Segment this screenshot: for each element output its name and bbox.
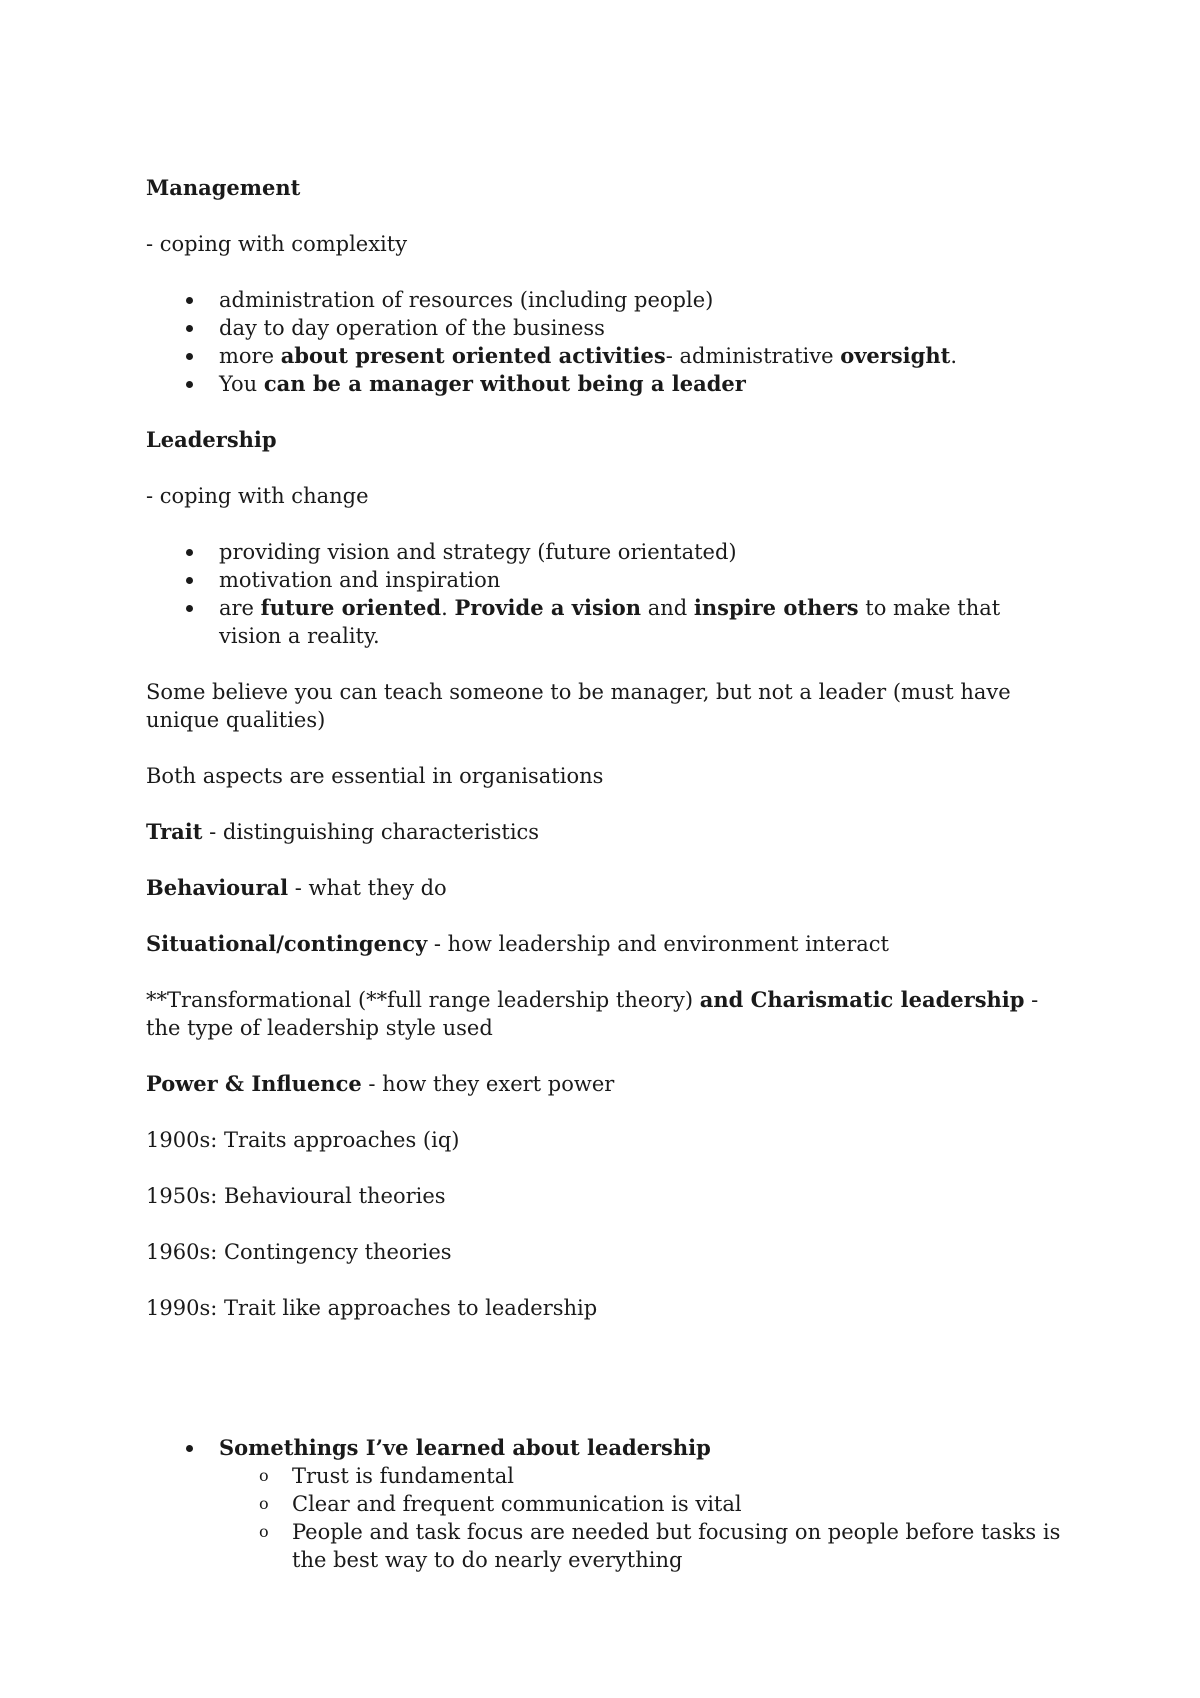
bold-term: and Charismatic leadership: [699, 987, 1025, 1012]
bold-term: Trait: [146, 819, 203, 844]
sub-list-item: [219, 1490, 1066, 1518]
list-item-text: day to day operation of the business: [219, 316, 605, 340]
circle-bullet-icon: o: [259, 1522, 269, 1541]
term-description: - how leadership and environment interact: [427, 932, 889, 956]
list-item-text: are: [219, 596, 261, 620]
bullet-icon: [186, 325, 193, 332]
circle-bullet-icon: o: [259, 1466, 269, 1485]
circle-bullet-icon: o: [259, 1494, 269, 1513]
list-item-text: You: [219, 372, 264, 396]
bullet-icon: [186, 381, 193, 388]
belief-paragraph: Some believe you can teach someone to be manager, but not a leader (must have unique qualities): [146, 680, 1011, 732]
bullet-icon: [186, 577, 193, 584]
bullet-icon: [186, 605, 193, 612]
management-bullet-list: [146, 286, 1066, 398]
list-item: [146, 1434, 1066, 1574]
bullet-icon: [186, 297, 193, 304]
list-item: [146, 370, 1066, 398]
list-item: [146, 342, 1066, 370]
sub-list-item-text: Clear and frequent communication is vital: [292, 1492, 742, 1516]
bold-term: Behavioural: [146, 875, 289, 900]
timeline-1990s: 1990s: Trait like approaches to leadership: [146, 1296, 598, 1320]
list-item-text: .: [441, 596, 455, 620]
timeline-1900s: 1900s: Traits approaches (iq): [146, 1128, 460, 1152]
both-paragraph: Both aspects are essential in organisations: [146, 764, 604, 788]
timeline-1960s: 1960s: Contingency theories: [146, 1240, 452, 1264]
power-paragraph: [146, 1070, 1066, 1098]
list-item-text: motivation and inspiration: [219, 568, 501, 592]
bold-phrase: inspire others: [693, 595, 859, 620]
list-item: [146, 566, 1066, 594]
bold-phrase: about present oriented activities: [280, 343, 666, 368]
term-description: - distinguishing characteristics: [202, 820, 540, 844]
document-content: [146, 174, 1066, 1602]
management-subtitle: - coping with complexity: [146, 232, 408, 256]
sub-list-item: [219, 1462, 1066, 1490]
timeline-1950s: 1950s: Behavioural theories: [146, 1184, 446, 1208]
sub-list-item: [219, 1518, 1066, 1574]
sub-list-item-text: People and task focus are needed but focusing on people before tasks is the best way to do nearly everything: [292, 1520, 1061, 1572]
list-item: [146, 538, 1066, 566]
learned-sub-list: [219, 1462, 1066, 1574]
behavioural-paragraph: [146, 874, 1066, 902]
list-item-text: - administrative: [665, 344, 841, 368]
trait-paragraph: [146, 818, 1066, 846]
list-item-text: to make that vision a reality.: [219, 596, 1001, 648]
list-item-text: .: [950, 344, 957, 368]
situational-paragraph: [146, 930, 1066, 958]
list-item: [146, 594, 1066, 650]
bold-phrase: oversight: [840, 343, 951, 368]
management-heading: Management: [146, 175, 301, 200]
leadership-bullet-list: [146, 538, 1066, 650]
term-description: - the type of leadership style used: [146, 988, 1039, 1040]
list-item-text: administration of resources (including people): [219, 288, 714, 312]
list-item: [146, 314, 1066, 342]
leadership-subtitle: - coping with change: [146, 484, 369, 508]
list-item-text: providing vision and strategy (future orientated): [219, 540, 737, 564]
bold-term: Power & Influence: [146, 1071, 362, 1096]
bold-phrase: can be a manager without being a leader: [263, 371, 746, 396]
transformational-paragraph: [146, 986, 1066, 1042]
bullet-icon: [186, 1445, 193, 1452]
bold-phrase: future oriented: [260, 595, 442, 620]
learned-heading: Somethings I’ve learned about leadership: [219, 1435, 711, 1460]
bold-term: Situational/contingency: [146, 931, 428, 956]
leadership-heading: Leadership: [146, 427, 277, 452]
sub-list-item-text: Trust is fundamental: [292, 1464, 514, 1488]
list-item: [146, 286, 1066, 314]
list-item-text: more: [219, 344, 281, 368]
bullet-icon: [186, 353, 193, 360]
term-prefix: **Transformational (**full range leadership theory): [146, 988, 700, 1012]
bullet-icon: [186, 549, 193, 556]
blank-space: [146, 1350, 1066, 1434]
term-description: - what they do: [288, 876, 447, 900]
bold-phrase: Provide a vision: [454, 595, 642, 620]
learned-bullet-list: [146, 1434, 1066, 1574]
term-description: - how they exert power: [361, 1072, 615, 1096]
list-item-text: and: [641, 596, 694, 620]
